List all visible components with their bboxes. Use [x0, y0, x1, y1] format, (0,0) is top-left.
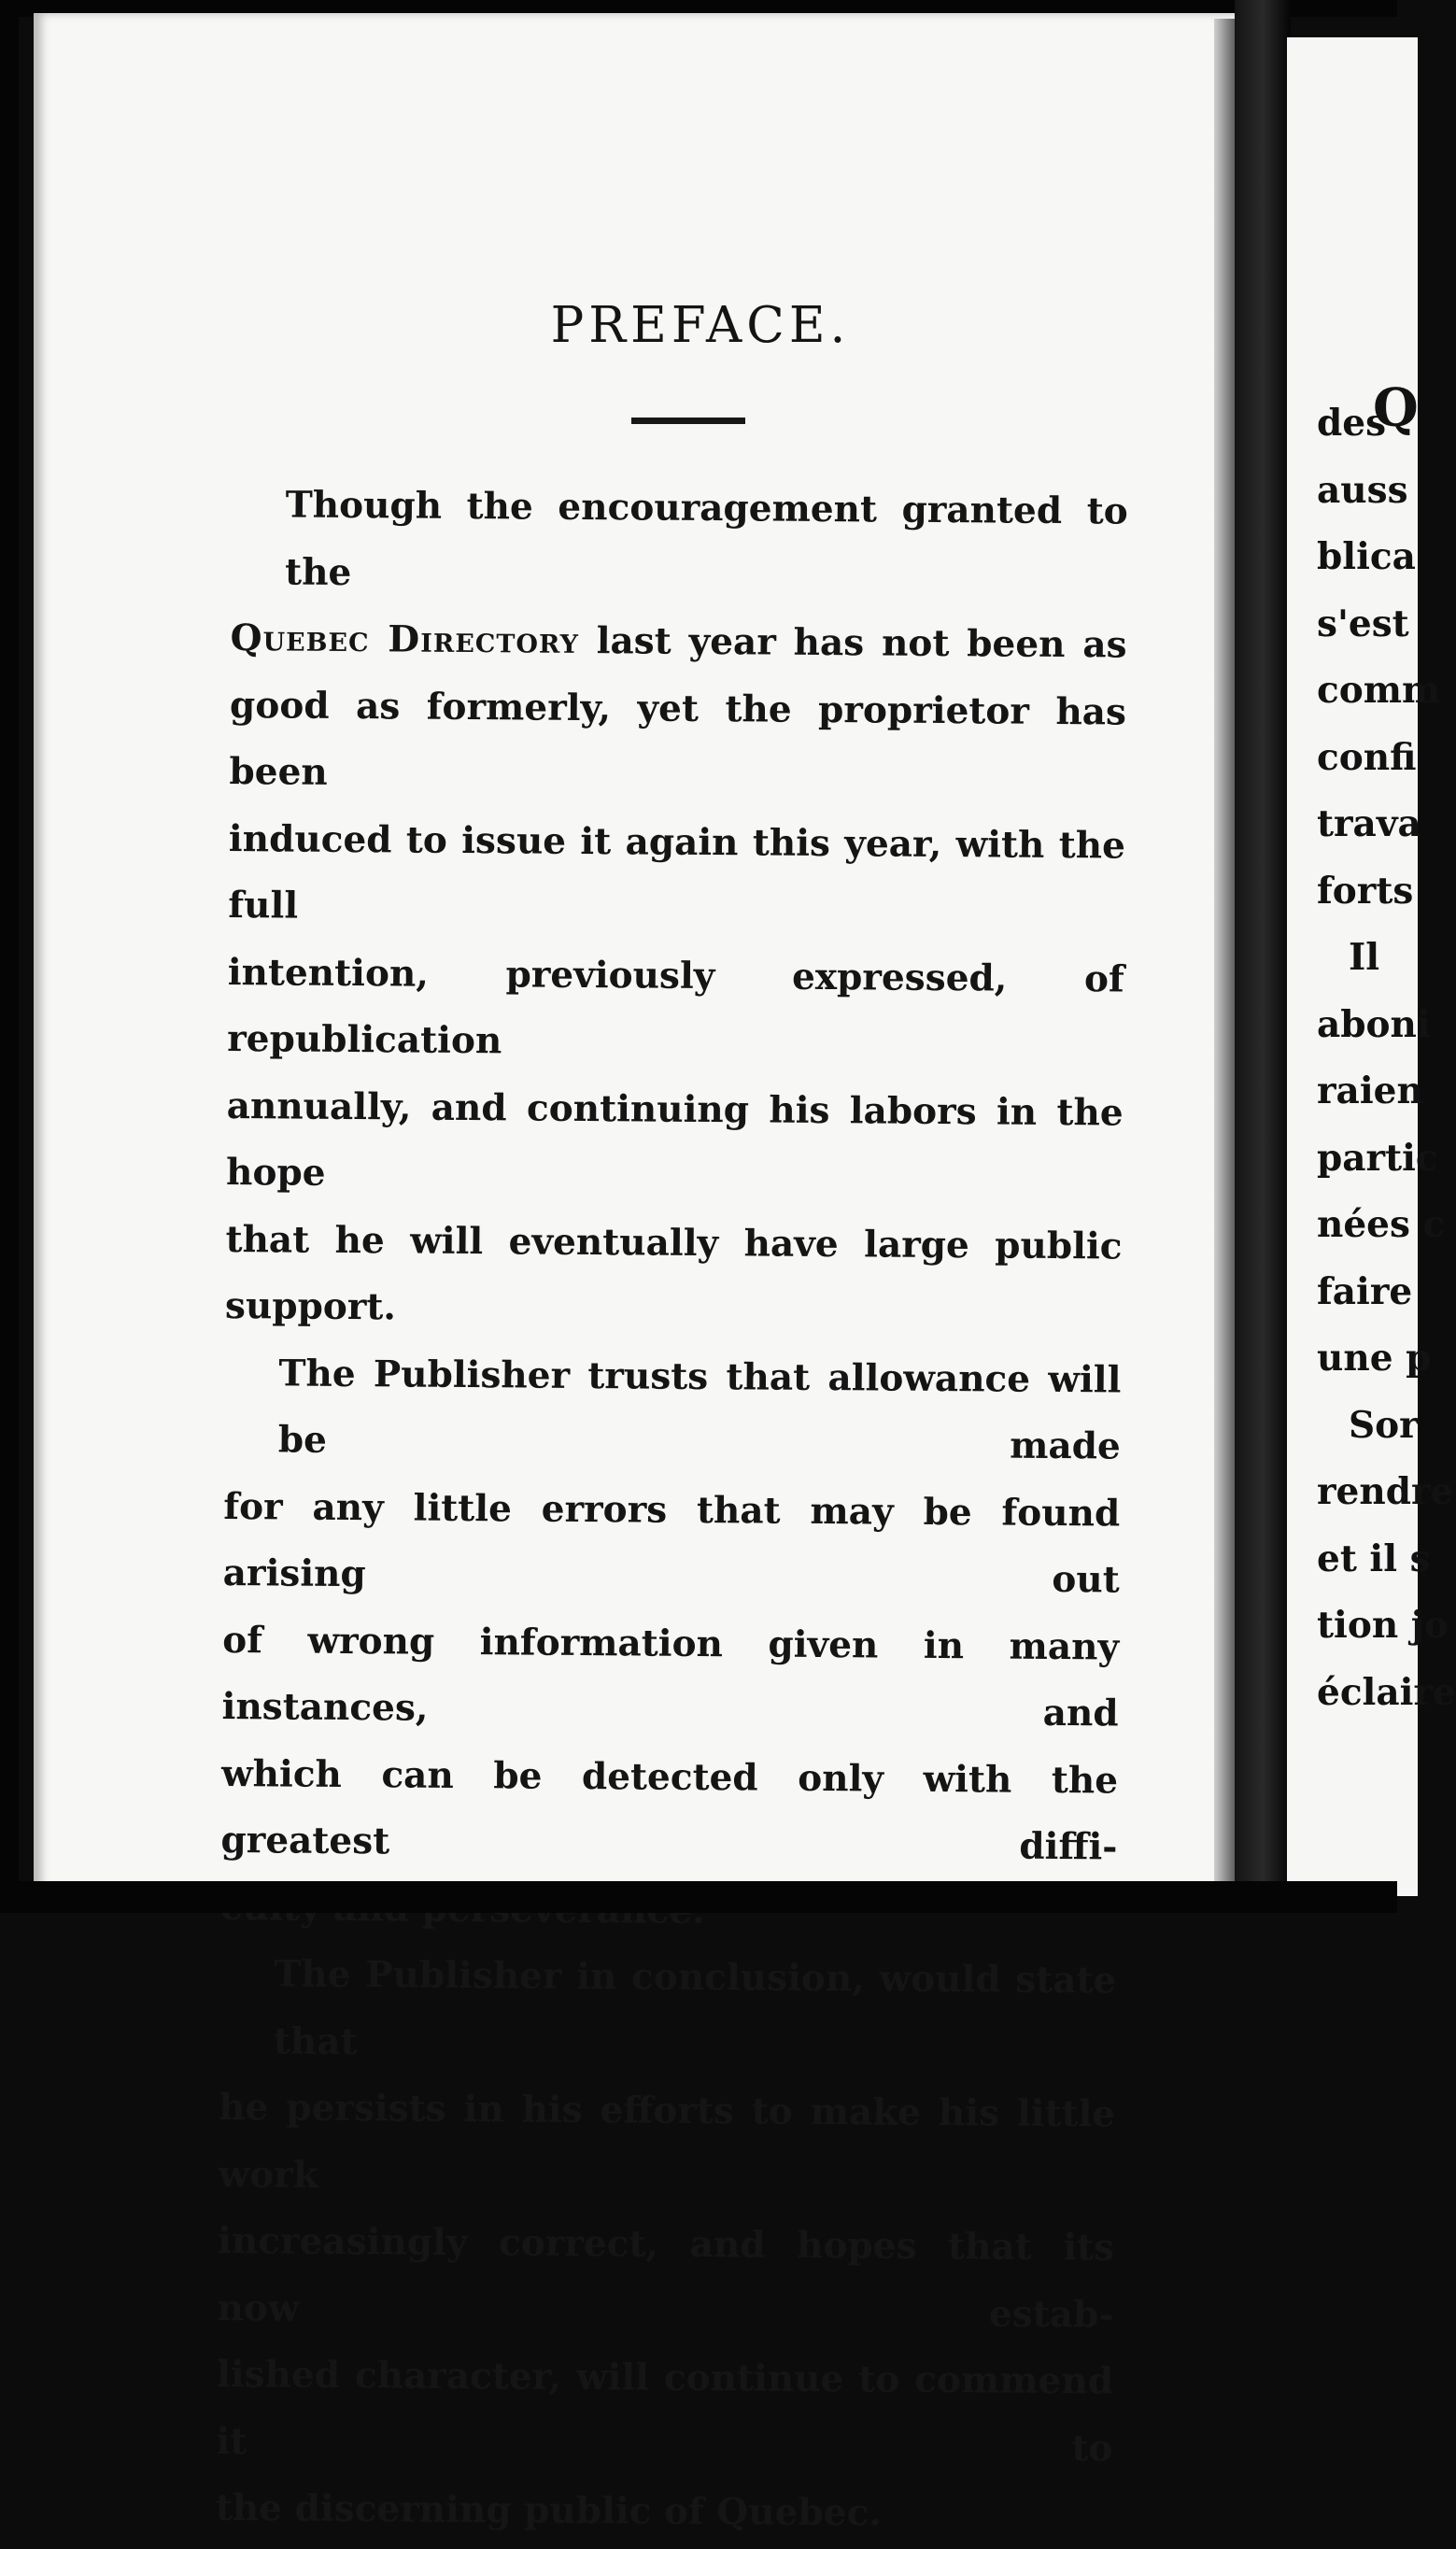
- right-page-line-fragment: rendre: [1317, 1470, 1454, 1513]
- right-page-line-fragment: confi: [1317, 735, 1417, 779]
- right-page-text: [1317, 390, 1456, 1726]
- text-line-rest: last year has not been as: [578, 618, 1127, 667]
- text-line: of wrong information given in many instances, and: [221, 1618, 1120, 1735]
- text-line: for any little errors that may be found arising out: [222, 1484, 1121, 1602]
- paragraph-2: [220, 1339, 1122, 1947]
- text-line: lished character, will continue to commend it to: [216, 2352, 1114, 2470]
- right-page-line-fragment: partic: [1317, 1136, 1438, 1180]
- text-line: [230, 605, 1127, 679]
- right-page-line-fragment: forts: [1317, 869, 1414, 913]
- right-page-line-fragment: auss: [1317, 468, 1408, 512]
- right-page-line-fragment: une p: [1317, 1337, 1432, 1380]
- right-page-line-fragment: s'est: [1317, 602, 1409, 645]
- right-page-line-fragment: trava: [1317, 802, 1421, 845]
- right-page-line-fragment: nées c: [1317, 1203, 1446, 1246]
- text-line: increasingly correct, and hopes that its now estab-: [217, 2218, 1115, 2336]
- right-page-line-fragment: éclaire: [1317, 1670, 1456, 1714]
- preface-body: [216, 472, 1128, 2549]
- title-rule: [631, 418, 745, 424]
- right-page-line-fragment: Sor: [1349, 1403, 1419, 1447]
- page-title: PREFACE.: [550, 297, 851, 354]
- right-page-line-fragment: et il s: [1317, 1536, 1431, 1580]
- paragraph-3: [216, 1941, 1117, 2549]
- right-page-heading-fragment: Q: [1373, 377, 1419, 439]
- text-line: intention, previously expressed, of republication: [227, 950, 1124, 1063]
- scan-border-left: [0, 0, 19, 1913]
- right-page-line-fragment: raien: [1317, 1069, 1423, 1112]
- right-page-line-fragment: aboni: [1317, 1002, 1431, 1046]
- right-page-line-fragment: des: [1317, 402, 1387, 445]
- right-page-line-fragment: faire: [1317, 1269, 1413, 1313]
- text-line: induced to issue it again this year, with the full: [228, 816, 1126, 928]
- right-page-line-fragment: tion jo: [1317, 1604, 1449, 1647]
- text-line: The Publisher in conclusion, would state that: [273, 1952, 1117, 2063]
- text-line: he persists in his efforts to make his little work: [218, 2085, 1116, 2197]
- paragraph-1: [225, 472, 1128, 1347]
- text-line: which can be detected only with the greatest diffi-: [220, 1751, 1119, 1869]
- text-line: Though the encouragement granted to the: [284, 483, 1128, 594]
- right-page-line-fragment: Il: [1349, 936, 1380, 979]
- text-line: the discerning public of Quebec.: [215, 2485, 883, 2535]
- right-page-line-fragment: comm: [1317, 669, 1441, 712]
- directory-name: Quebec Directory: [230, 616, 580, 662]
- text-line: good as formerly, yet the proprietor has been: [229, 683, 1127, 794]
- text-line: annually, and continuing his labors in the hope: [225, 1083, 1124, 1195]
- text-line: The Publisher trusts that allowance will be made: [277, 1351, 1122, 1468]
- right-page-line-fragment: blica: [1317, 535, 1416, 578]
- text-line: that he will eventually have large public support.: [224, 1217, 1123, 1329]
- scan-border-bottom: [0, 1881, 1397, 1913]
- book-gutter: [1235, 0, 1291, 1913]
